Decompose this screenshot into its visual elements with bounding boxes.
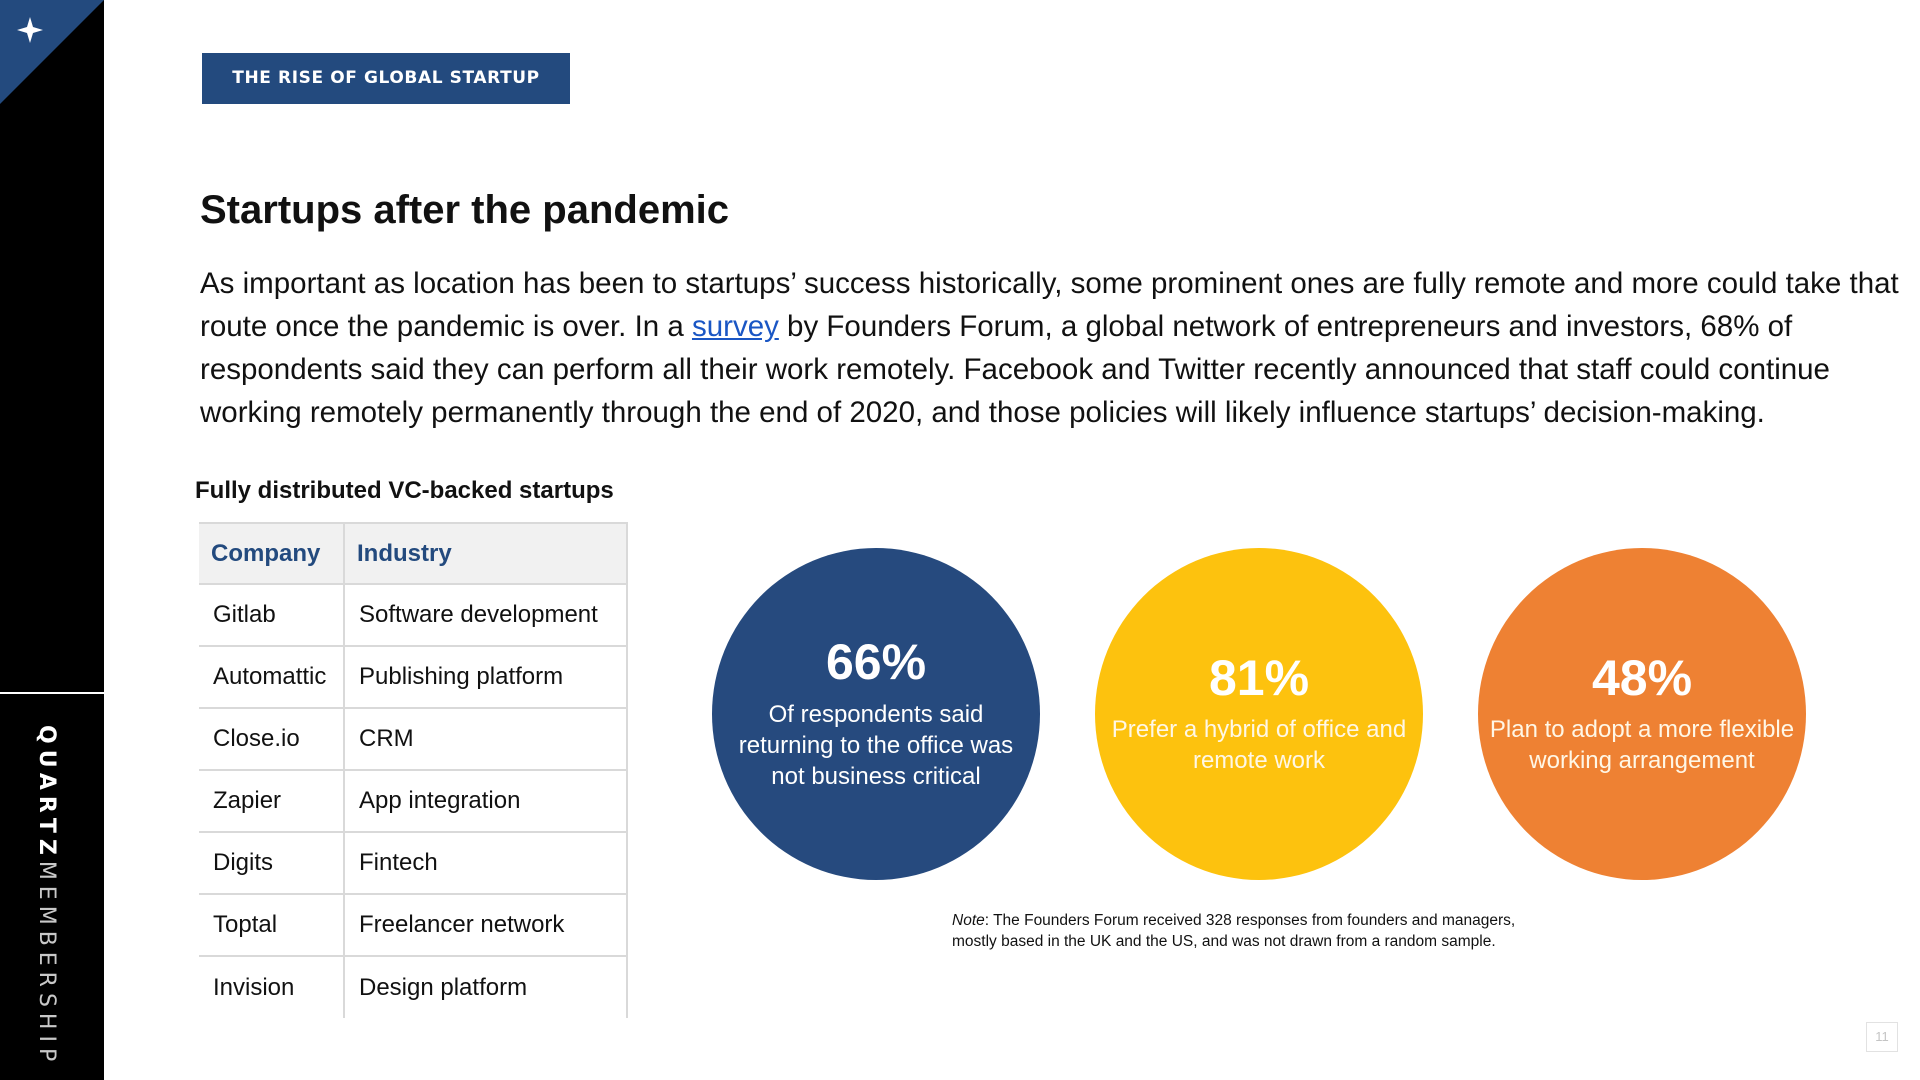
brand-light-text: MEMBERSHIP	[34, 860, 59, 1068]
column-header-company: Company	[199, 523, 344, 584]
stat-circle-hybrid-preference	[1095, 548, 1423, 880]
company-cell: Digits	[199, 832, 344, 894]
industry-cell: CRM	[344, 708, 627, 770]
company-cell: Toptal	[199, 894, 344, 956]
table-header-row	[199, 523, 627, 584]
table-row	[199, 646, 627, 708]
stat-description: Prefer a hybrid of office and remote work	[1111, 716, 1407, 775]
survey-link[interactable]: survey	[691, 310, 779, 343]
quartz-membership-logo	[35, 725, 57, 1067]
company-cell: Automattic	[199, 646, 344, 708]
industry-cell: Software development	[344, 584, 627, 646]
table-row	[199, 584, 627, 646]
industry-cell: Fintech	[344, 832, 627, 894]
company-cell: Close.io	[199, 708, 344, 770]
note-line-2: mostly based in the UK and the US, and was not drawn from a random sample.	[952, 933, 1496, 950]
industry-cell: App integration	[344, 770, 627, 832]
stat-description: Of respondents said returning to the office was not business critical	[738, 700, 1014, 790]
column-header-industry: Industry	[344, 523, 627, 584]
table-row	[199, 894, 627, 956]
sidebar	[0, 0, 104, 1080]
company-cell: Invision	[199, 956, 344, 1018]
sparkle-icon	[0, 0, 104, 104]
stat-value: 48%	[1591, 649, 1693, 706]
startups-table	[199, 522, 628, 1018]
brand-bold-text: QUARTZ	[34, 725, 59, 861]
paragraph-text-after: by Founders Forum, a global network of entrepreneurs and investors, 68% of respondents said they can perform all their work remotely. Facebook and Twitter recently announced that staff could continue working remotely permanently through the end of 2020, and those policies will likely influence startups’ decision-making.	[200, 310, 1830, 429]
industry-cell: Publishing platform	[344, 646, 627, 708]
survey-note	[952, 910, 1515, 952]
stat-description: Plan to adopt a more flexible working arrangement	[1489, 716, 1795, 775]
stat-circle-office-not-critical	[712, 548, 1040, 880]
industry-cell: Freelancer network	[344, 894, 627, 956]
table-row	[199, 956, 627, 1018]
company-cell: Gitlab	[199, 584, 344, 646]
section-tag: THE RISE OF GLOBAL STARTUP CITIES	[202, 53, 570, 104]
table-caption: Fully distributed VC-backed startups	[195, 477, 614, 504]
table-row	[199, 708, 627, 770]
stat-value: 81%	[1208, 649, 1310, 706]
industry-cell: Design platform	[344, 956, 627, 1018]
table-row	[199, 770, 627, 832]
page-title: Startups after the pandemic	[200, 188, 730, 232]
body-paragraph	[200, 262, 1900, 434]
stat-value: 66%	[825, 634, 927, 691]
sidebar-divider	[0, 692, 104, 694]
company-cell: Zapier	[199, 770, 344, 832]
stat-circle-flexible-arrangement	[1478, 548, 1806, 880]
note-label: Note	[952, 912, 985, 929]
paragraph-text-before: As important as location has been to startups’ success historically, some prominent ones are fully remote and more could take that route once the pandemic is over. In a	[200, 267, 1899, 343]
note-line-1: : The Founders Forum received 328 responses from founders and managers,	[984, 912, 1516, 929]
page-number: 11	[1866, 1022, 1898, 1052]
table-row	[199, 832, 627, 894]
